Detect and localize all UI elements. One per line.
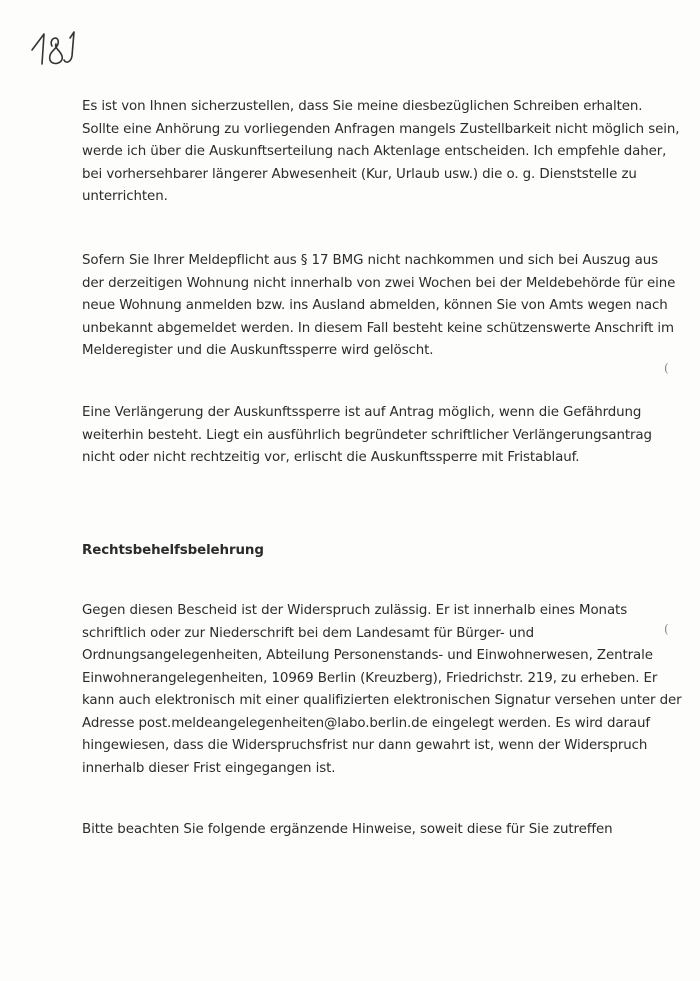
- paragraph-registration-duty: Sofern Sie Ihrer Meldepflicht aus § 17 BMG nicht nachkommen und sich bei Auszug aus der derzeitigen Wohnung nicht innerhalb von zwei Wochen bei der Meldebehörde für eine neue Wohnung anmelden bzw. ins Ausland abmelden, können Sie von Amts wegen nach unbekannt abgemeldet werden. In diesem Fall besteht keine schützenswerte Anschrift im Melderegister und die Auskunftssperre wird gelöscht.: [82, 253, 676, 358]
- paragraph-notice-delivery: Es ist von Ihnen sicherzustellen, dass Sie meine diesbezüglichen Schreiben erhalten. Sollte eine Anhörung zu vorliegenden Anfragen mangels Zustellbarkeit nicht möglich sein, werde ich über die Auskunftserteilung nach Aktenlage entscheiden. Ich empfehle daher, bei vorhersehbarer längerer Abwesenheit (Kur, Urlaub usw.) die o. g. Dienststelle zu unterrichten.: [82, 99, 680, 204]
- margin-mark: (: [664, 622, 669, 636]
- paragraph-additional-notes: Bitte beachten Sie folgende ergänzende Hinweise, soweit diese für Sie zutreffen: [82, 822, 613, 837]
- margin-mark: (: [664, 361, 669, 375]
- paragraph-extension: Eine Verlängerung der Auskunftssperre ist auf Antrag möglich, wenn die Gefährdung weiterhin besteht. Liegt ein ausführlich begründeter schriftlicher Verlängerungsantrag nicht oder nicht rechtzeitig vor, erlischt die Auskunftssperre mit Fristablauf.: [82, 405, 652, 465]
- section-heading-legal-remedy: Rechtsbehelfsbelehrung: [82, 543, 264, 558]
- handwritten-page-number: [26, 26, 90, 70]
- paragraph-legal-remedy: Gegen diesen Bescheid ist der Widerspruch zulässig. Er ist innerhalb eines Monats schriftlich oder zur Niederschrift bei dem Landesamt für Bürger- und Ordnungsangelegenheiten, Abteilung Personenstands- und Einwohnerwesen, Zentrale Einwohnerangelegenheiten, 10969 Berlin (Kreuzberg), Friedrichstr. 219, zu erheben. Er kann auch elektronisch mit einer qualifizierten elektronischen Signatur versehen unter der Adresse post.meldeangelegenheiten@labo.berlin.de eingelegt werden. Es wird darauf hingewiesen, dass die Widerspruchsfrist nur dann gewahrt ist, wenn der Widerspruch innerhalb dieser Frist eingegangen ist.: [82, 603, 682, 776]
